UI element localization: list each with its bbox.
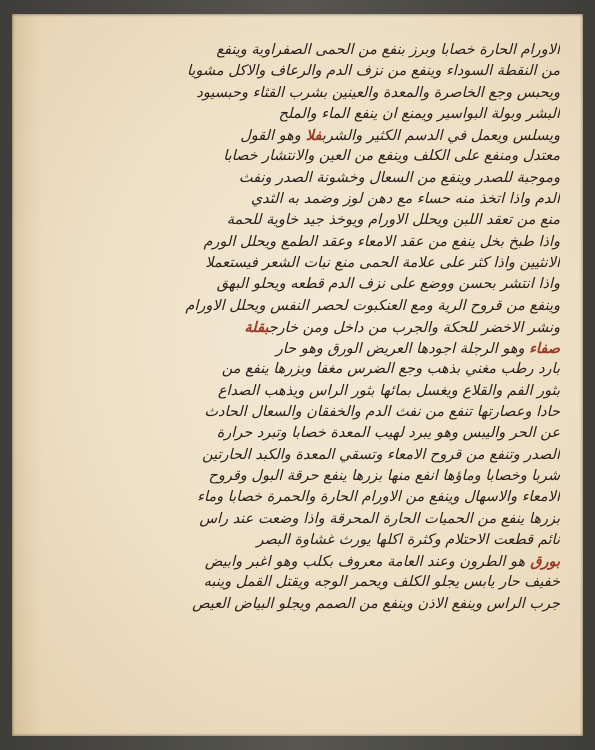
- line-text: واذا انتشر بحسن ووضع على نزف الدم قطعه ويحلو البهق: [216, 276, 560, 293]
- manuscript-line: [120, 146, 560, 167]
- line-text: معتدل ومنفع على الكلف وينفع من العين والانتشار خصابا: [223, 148, 560, 165]
- manuscript-line: [120, 125, 560, 146]
- manuscript-line: [120, 210, 560, 231]
- manuscript-line: [120, 296, 560, 317]
- line-text: حادا وعصارتها تنفع من نفث الدم والخفقان والسعال الحادث: [204, 404, 560, 421]
- line-text: الدم واذا اتخذ منه حساء مع دهن لوز وضمد به الثدي: [250, 191, 560, 208]
- manuscript-line: [120, 487, 560, 508]
- manuscript-line: [120, 509, 560, 530]
- line-text: عن الحر واليبس وهو يبرد لهيب المعدة خصابا وتبرد حرارة: [216, 425, 560, 442]
- line-text: نائم قطعت الاحتلام وكثرة اكلها يورث غشاوة البصر: [256, 531, 560, 548]
- manuscript-line: [120, 551, 560, 572]
- manuscript-text-block: [120, 40, 560, 680]
- rubric-heading: بورق: [525, 553, 560, 571]
- manuscript-line: [120, 317, 560, 338]
- manuscript-line: [120, 594, 560, 615]
- line-text: من النقطة السوداء وينفع من نزف الدم والرعاف والاكل مشويا: [186, 63, 560, 80]
- manuscript-line: [120, 104, 560, 125]
- line-text: ونشر الاخضر للحكة والجرب من داخل ومن خارج: [268, 319, 560, 336]
- manuscript-line: [120, 61, 560, 82]
- manuscript-line: [120, 381, 560, 402]
- manuscript-line: [120, 189, 560, 210]
- manuscript-line: [120, 466, 560, 487]
- line-text: الصدر وتنفع من قروح الامعاء وتسقي المعدة والكبد الحارتين: [202, 446, 560, 463]
- line-text: الاورام الحارة خصابا وبرز بنفع من الحمى الصفراوية وينفع: [216, 42, 560, 58]
- manuscript-line: [120, 445, 560, 466]
- line-text: ويحبس وجع الخاصرة والمعدة والعينين بشرب القثاء وحبسيود: [196, 84, 560, 101]
- manuscript-line: [120, 572, 560, 593]
- manuscript-line: [120, 40, 560, 61]
- line-text: جرب الراس وينفع الاذن وينفع من الصمم ويجلو البياض العيص: [192, 595, 560, 612]
- line-text: واذا طبخ بخل ينفع من عقد الامعاء وعقد الطمع ويحلل الورم: [203, 233, 560, 250]
- line-text: البشر وبولة البواسير ويمنع ان ينفع الماء والملح: [278, 105, 560, 122]
- line-text: وهو القول: [240, 128, 301, 145]
- manuscript-line: [120, 338, 560, 359]
- line-text: منع من تعقد اللبن ويحلل الاورام ويوخذ جيد خاوية للحمة: [226, 212, 560, 229]
- manuscript-line: [120, 402, 560, 423]
- line-text: الامعاء والاسهال وينفع من الاورام الحارة والحمرة خصابا وماء: [197, 489, 560, 506]
- line-text: وينفع من قروح الرية ومع العنكبوت لحصر النفس ويحلل الاورام: [185, 297, 560, 314]
- line-text: بزرها ينفع من الحميات الحارة المحرقة واذا وضعت عند راس: [199, 510, 560, 527]
- manuscript-line: [120, 359, 560, 380]
- line-text: وموجبة للصدر وينفع من السعال وخشونة الصدر ونفث: [238, 169, 560, 186]
- line-text: بثور الفم والقلاع ويغسل بمائها بثور الراس ويذهب الصداع: [217, 382, 560, 399]
- line-text: الانثيين واذا كثر على علامة الحمى منع نبات الشعر فيستعملا: [205, 254, 560, 271]
- line-text: وهو الرجلة اجودها العريض الورق وهو حار: [275, 341, 530, 358]
- line-text: بارد رطب مغني بذهب وجع الضرس مغفا وبزرها ينفع من: [221, 361, 560, 378]
- manuscript-line: [120, 530, 560, 551]
- rubric-heading: صفاء: [529, 340, 560, 358]
- line-text: خفيف حار يابس يجلو الكلف ويحمر الوجه ويقتل القمل وينبه: [203, 574, 560, 591]
- page-edge-stain: [12, 14, 42, 736]
- rubric-heading: فلا: [300, 127, 322, 145]
- manuscript-line: [120, 274, 560, 295]
- rubric-heading: بقلة: [244, 318, 269, 336]
- manuscript-line: [120, 83, 560, 104]
- line-text: هو الطرون وعند العامة معروف بكلب وهو اغبر وابيض: [204, 554, 526, 571]
- manuscript-line: [120, 232, 560, 253]
- line-text: ويسلس ويعمل في الدسم الكثير والشرب: [321, 128, 560, 145]
- manuscript-line: [120, 423, 560, 444]
- line-text: شربا وخصابا وماؤها انفع منها بزرها ينفع حرقة البول وقروح: [208, 467, 560, 484]
- manuscript-line: [120, 253, 560, 274]
- manuscript-line: [120, 168, 560, 189]
